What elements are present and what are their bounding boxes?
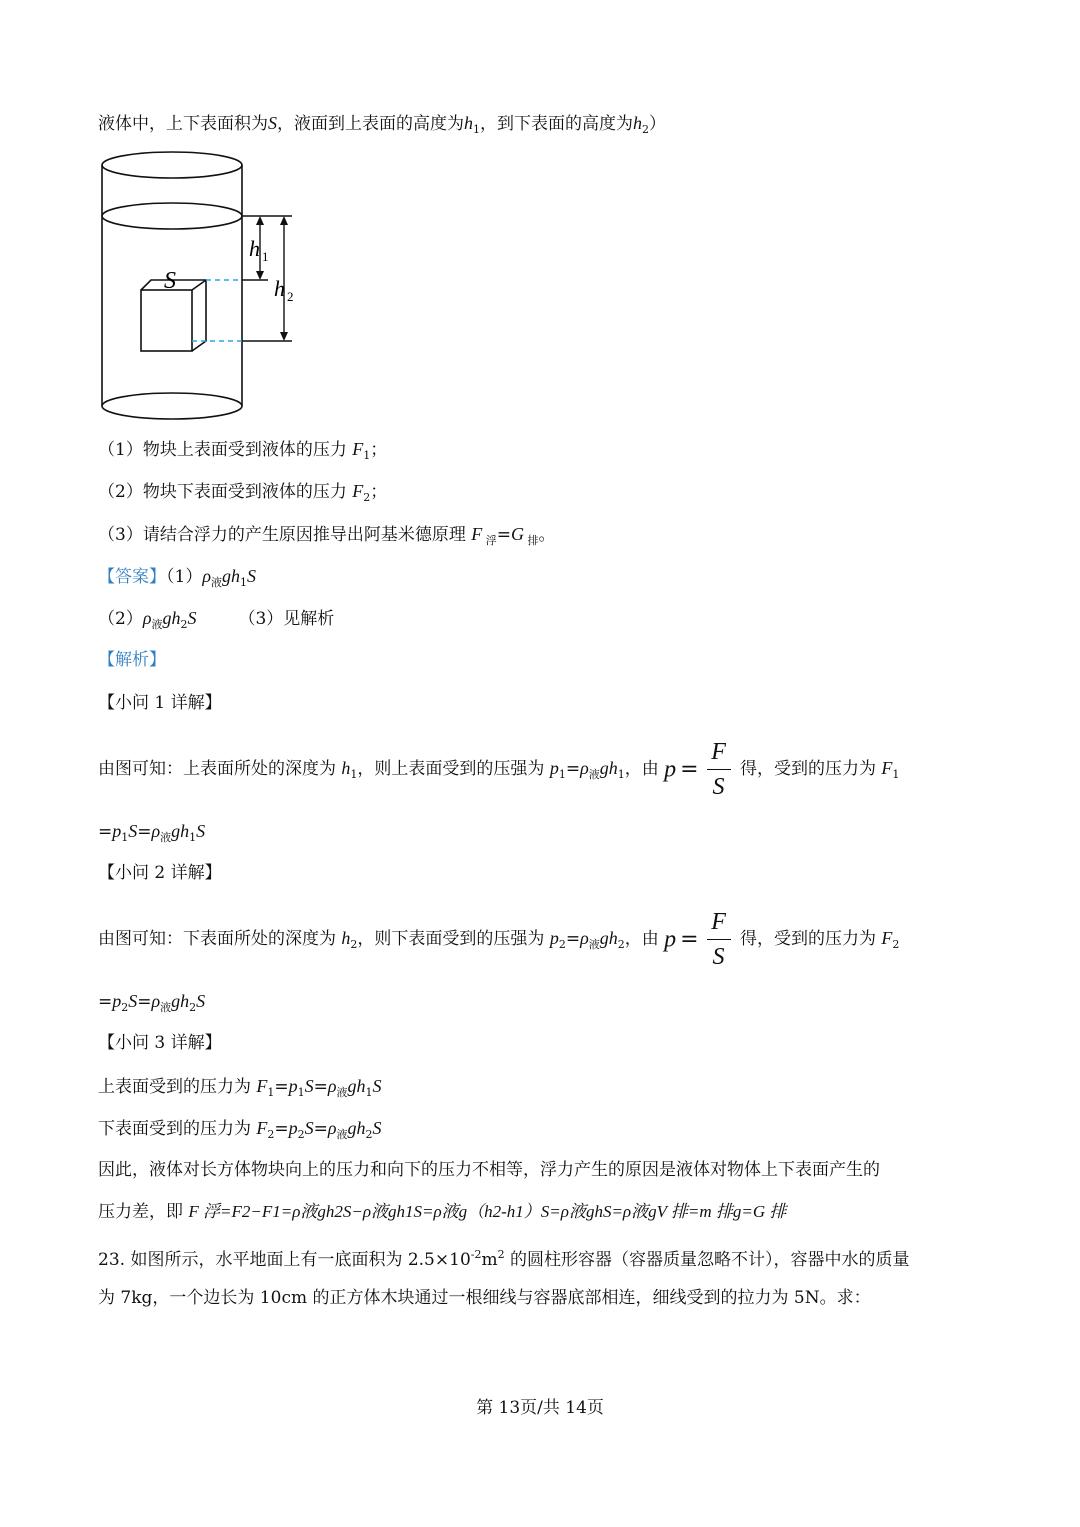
var-gh: gh (162, 608, 181, 628)
subscript: 1 (365, 1086, 373, 1099)
part2-line (98, 907, 899, 975)
var-S: S (304, 1118, 314, 1138)
var-F: F (256, 1118, 268, 1138)
label-h1: h (249, 236, 260, 261)
formula-eq: = (680, 756, 699, 782)
formula-p: p (664, 756, 677, 783)
answer-line-1 (98, 563, 256, 596)
cylinder-top-rim (102, 152, 242, 178)
p-text: = (274, 1119, 289, 1139)
p-text: ，则下表面受到的压强为 (357, 929, 550, 949)
p-text: 得，受到的压力为 (734, 929, 882, 949)
subscript: 排 (523, 534, 539, 547)
var-S: S (268, 113, 277, 133)
var-S: S (128, 991, 138, 1011)
p-text: 由图可知：下表面所处的深度为 (98, 929, 342, 949)
var-S: S (128, 821, 138, 841)
h1-arrowhead-up (256, 216, 264, 225)
var-p: p (549, 758, 559, 778)
var-F: F (256, 1076, 268, 1096)
subscript: 液 (588, 938, 600, 951)
a-text: （3）见解析 (238, 609, 335, 629)
cylinder-bottom-back (102, 393, 242, 406)
label-h1-sub: 1 (262, 249, 269, 264)
q23-line-2: 为 7kg，一个边长为 10cm 的正方体木块通过一根细线与容器底部相连，细线受到的拉力为 5N。求： (98, 1288, 871, 1308)
subscript: 浮 (482, 534, 497, 547)
fraction-F-over-S (707, 907, 731, 972)
subscript: 2 (350, 938, 358, 951)
q-text: ； (370, 482, 388, 502)
q23-line-1 (98, 1242, 910, 1273)
h2-arrowhead-up (280, 216, 288, 225)
p-text: ，由 (624, 759, 665, 779)
p-text: = (137, 992, 152, 1012)
q-text: （1）物块上表面受到液体的压力 (98, 440, 353, 460)
p-text: = (98, 992, 113, 1012)
subscript: 2 (267, 1128, 275, 1141)
part2-title: 【小问 2 详解】 (98, 863, 222, 883)
subscript: 液 (151, 618, 163, 631)
p-text: = (565, 759, 581, 779)
label-h2: h (274, 276, 285, 301)
q-text: ； (370, 440, 388, 460)
var-p: p (112, 821, 122, 841)
var-gh: gh (599, 758, 618, 778)
subscript: 液 (336, 1086, 348, 1099)
var-p: p (288, 1118, 298, 1138)
cube-edge (192, 280, 206, 290)
var-S: S (187, 608, 197, 628)
var-h: h (341, 928, 351, 948)
subscript: 2 (558, 938, 566, 951)
p-text: = (98, 822, 113, 842)
q-text: （3）请结合浮力的产生原因推导出阿基米德原理 (98, 525, 472, 545)
fraction-numerator: F (711, 909, 726, 935)
derivation-formula: F 浮=F2−F1=ρ液gh2S−ρ液gh1S=ρ液g（h2-h1）S=ρ液ghS=ρ液gV 排=m 排g=G 排 (188, 1202, 787, 1221)
var-rho: ρ (142, 608, 152, 628)
fraction-bar (707, 939, 731, 940)
q-text: 。 (538, 525, 556, 545)
fraction-F-over-S (707, 737, 731, 802)
part3-line-1 (98, 1073, 382, 1106)
part1-title: 【小问 1 详解】 (98, 693, 222, 713)
subscript: 1 (473, 123, 480, 136)
fraction-numerator: F (711, 739, 726, 765)
var-p: p (549, 928, 559, 948)
subscript: 2 (121, 1001, 129, 1014)
answer-tag: 【答案】 (98, 567, 166, 587)
subscript: 2 (617, 938, 625, 951)
p-text: 上表面受到的压力为 (98, 1077, 257, 1097)
subscript: 1 (363, 449, 371, 462)
q-text: m (481, 1250, 498, 1270)
var-gh: gh (347, 1118, 366, 1138)
var-G: G (510, 524, 524, 544)
subscript: 液 (588, 768, 600, 781)
p-text: 下表面受到的压力为 (98, 1119, 257, 1139)
q-text: 的圆柱形容器（容器质量忽略不计），容器中水的质量 (504, 1250, 910, 1270)
part2-continued (98, 988, 205, 1021)
formula-eq: = (680, 926, 699, 952)
subscript: 1 (350, 768, 358, 781)
part1-line (98, 737, 899, 805)
var-rho: ρ (580, 758, 589, 778)
page-footer: 第 13页/共 14页 (476, 1398, 604, 1418)
h1-arrowhead-down (256, 271, 264, 280)
var-F: F (352, 481, 364, 501)
var-F: F (881, 758, 893, 778)
label-h2-sub: 2 (287, 289, 294, 304)
fraction-bar (707, 769, 731, 770)
question-3 (98, 521, 555, 554)
subscript: 1 (189, 831, 197, 844)
var-gh: gh (347, 1076, 366, 1096)
subscript: 1 (267, 1086, 275, 1099)
var-h: h (341, 758, 351, 778)
subscript: 1 (239, 576, 247, 589)
subscript: 2 (363, 491, 371, 504)
p-text: 由图可知：上表面所处的深度为 (98, 759, 342, 779)
q-text: （2）物块下表面受到液体的压力 (98, 482, 353, 502)
var-gh: gh (599, 928, 618, 948)
var-rho: ρ (327, 1076, 337, 1096)
subscript: 1 (892, 768, 900, 781)
subscript: 1 (297, 1086, 305, 1099)
p-text: 得，受到的压力为 (734, 759, 882, 779)
cube-front (141, 290, 192, 351)
var-rho: ρ (202, 566, 211, 586)
p-text: = (274, 1077, 289, 1097)
p-text: = (137, 822, 152, 842)
var-F: F (881, 928, 893, 948)
var-F: F (471, 524, 483, 544)
analysis-tag: 【解析】 (98, 650, 166, 670)
a-text: （1） (166, 567, 203, 587)
var-gh: gh (171, 821, 190, 841)
part3-line-2 (98, 1115, 382, 1148)
part3-line-4 (98, 1199, 786, 1225)
intro-line (98, 110, 666, 143)
var-S: S (304, 1076, 314, 1096)
var-S: S (372, 1118, 382, 1138)
intro-text: ） (649, 114, 666, 134)
subscript: 2 (892, 938, 900, 951)
superscript: 2 (497, 1248, 505, 1261)
var-F: F (352, 439, 364, 459)
var-rho: ρ (580, 928, 589, 948)
superscript: -2 (470, 1248, 482, 1261)
subscript: 2 (365, 1128, 373, 1141)
question-1 (98, 436, 387, 469)
subscript: 1 (558, 768, 566, 781)
var-p: p (288, 1076, 298, 1096)
var-p: p (112, 991, 122, 1011)
subscript: 液 (210, 576, 222, 589)
subscript: 2 (189, 1001, 197, 1014)
subscript: 液 (336, 1128, 348, 1141)
a-text: （2） (98, 609, 143, 629)
p-text: = (565, 929, 581, 949)
var-S: S (196, 821, 206, 841)
part1-continued (98, 818, 205, 851)
h2-arrowhead-down (280, 332, 288, 341)
subscript: 2 (642, 123, 649, 136)
var-rho: ρ (151, 821, 161, 841)
question-2 (98, 478, 387, 511)
subscript: 1 (121, 831, 129, 844)
subscript: 2 (180, 618, 188, 631)
part3-title: 【小问 3 详解】 (98, 1033, 222, 1053)
p-text: ，则上表面受到的压强为 (357, 759, 550, 779)
var-rho: ρ (327, 1118, 337, 1138)
p-text: 压力差，即 (98, 1202, 189, 1222)
q-text: 23. 如图所示，水平地面上有一底面积为 2.5×10 (98, 1250, 471, 1270)
subscript: 1 (617, 768, 625, 781)
var-rho: ρ (151, 991, 161, 1011)
var-h: h (633, 113, 642, 133)
cylinder-figure (96, 148, 316, 423)
liquid-surface (102, 203, 242, 229)
fraction-denominator: S (712, 774, 725, 800)
intro-text: ，液面到上表面的高度为 (277, 114, 464, 134)
q-text: = (496, 525, 511, 545)
intro-text: 液体中，上下表面积为 (98, 114, 268, 134)
part3-line-3: 因此，液体对长方体物块向上的压力和向下的压力不相等，浮力产生的原因是液体对物体上下表面产生的 (98, 1160, 880, 1180)
var-h: h (464, 113, 473, 133)
var-S: S (196, 991, 206, 1011)
intro-text: ，到下表面的高度为 (480, 114, 633, 134)
label-S: S (164, 268, 176, 294)
p-text: ，由 (624, 929, 665, 949)
p-text: = (313, 1119, 328, 1139)
subscript: 2 (297, 1128, 305, 1141)
var-S: S (372, 1076, 382, 1096)
p-text: = (313, 1077, 328, 1097)
var-gh: gh (171, 991, 190, 1011)
fraction-denominator: S (712, 944, 725, 970)
var-S: S (246, 566, 256, 586)
formula-p: p (664, 926, 677, 953)
subscript: 液 (160, 1001, 172, 1014)
answer-line-2 (98, 605, 334, 638)
subscript: 液 (160, 831, 172, 844)
var-gh: gh (221, 566, 240, 586)
